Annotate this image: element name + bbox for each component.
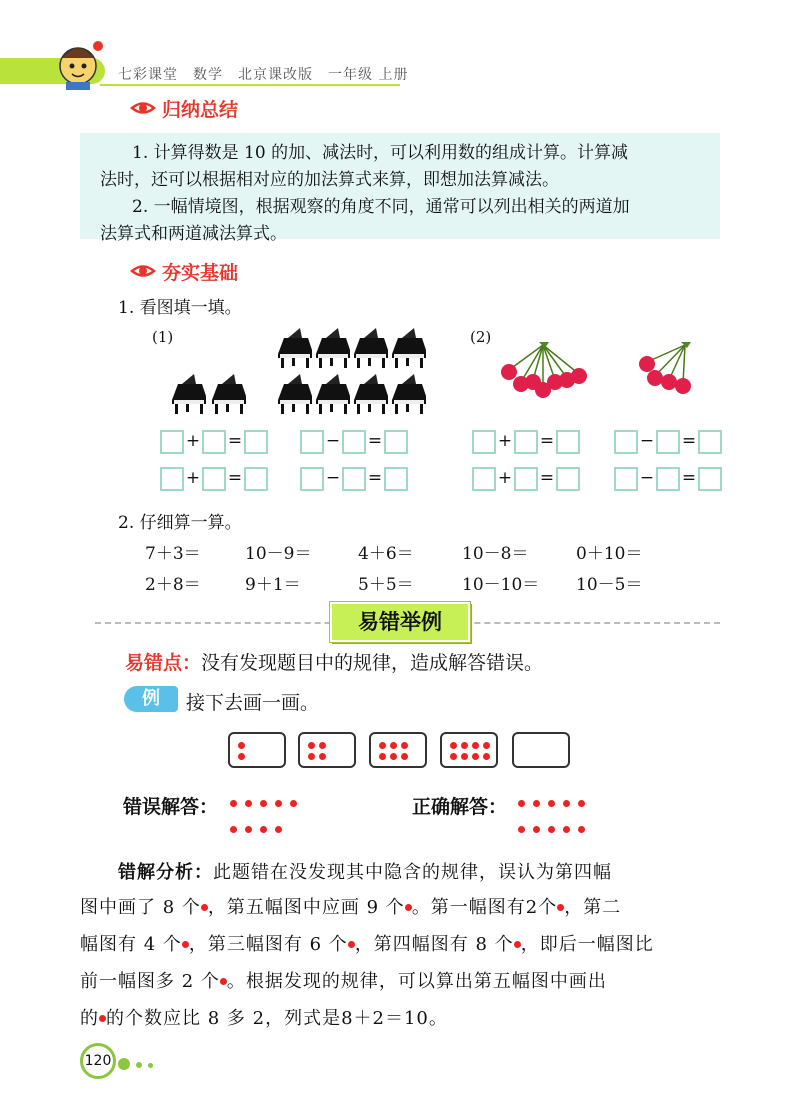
page-number: 120 [80, 1043, 116, 1079]
calc-item: 7＋3＝ [145, 544, 201, 564]
answer-box[interactable] [244, 467, 268, 491]
red-dot-icon [245, 800, 252, 807]
summary-p2-line2: 法算式和两道减法算式。 [100, 224, 287, 244]
pianos-illustration [170, 322, 440, 422]
red-dot-icon [319, 753, 326, 760]
red-dot-icon [483, 753, 490, 760]
header-book-info: 七彩课堂 数学 北京课改版 一年级 上册 [118, 67, 409, 83]
red-dot-icon [518, 826, 525, 833]
red-dot-icon [548, 800, 555, 807]
equals-sign: = [367, 431, 383, 451]
red-dot-icon [533, 800, 540, 807]
red-dot-icon [379, 742, 386, 749]
red-dot-icon [450, 753, 457, 760]
red-dot-icon [514, 941, 521, 948]
piano-icon [354, 374, 388, 414]
red-dot-icon [319, 742, 326, 749]
red-dot-icon [201, 904, 208, 911]
red-dot-icon [401, 753, 408, 760]
piano-icon [392, 374, 426, 414]
dot-box [440, 732, 498, 768]
question-1-part-1: (1) [152, 328, 174, 346]
analysis-label: 错解分析： [118, 862, 213, 883]
piano-icon [278, 328, 312, 368]
red-dot-icon [260, 800, 267, 807]
red-dot-icon [533, 826, 540, 833]
red-dot-icon [348, 941, 355, 948]
answer-box[interactable] [384, 467, 408, 491]
red-dot-icon [260, 826, 267, 833]
summary-box [80, 133, 720, 244]
piano-icon [316, 328, 350, 368]
equals-sign: = [681, 468, 697, 488]
answer-box[interactable] [514, 430, 538, 454]
cherries-illustration [495, 340, 715, 410]
answer-box[interactable] [698, 467, 722, 491]
red-dot-icon [308, 742, 315, 749]
red-dot-icon [182, 941, 189, 948]
answer-box[interactable] [300, 430, 324, 454]
answer-box[interactable] [342, 467, 366, 491]
red-dot-icon [548, 826, 555, 833]
piano-icon [212, 374, 246, 414]
footer-dot-icon [148, 1063, 153, 1068]
empty-drawing-box[interactable] [512, 732, 570, 768]
answer-box[interactable] [698, 430, 722, 454]
footer-dot-icon [136, 1062, 142, 1068]
example-text: 接下去画一画。 [186, 692, 320, 714]
red-dot-icon [563, 800, 570, 807]
minus-sign: − [325, 468, 341, 488]
minus-sign: − [639, 468, 655, 488]
answer-box[interactable] [472, 430, 496, 454]
answer-box[interactable] [244, 430, 268, 454]
error-point [125, 648, 543, 675]
equals-sign: = [681, 431, 697, 451]
analysis-text: 的 [80, 1008, 99, 1029]
red-dot-icon [275, 800, 282, 807]
analysis-text: 。第一幅图有2个 [411, 897, 558, 918]
summary-p1-line2: 法时，还可以根据相对应的加法算式来算，即想加法算减法。 [100, 170, 559, 190]
red-dot-icon [472, 753, 479, 760]
minus-sign: − [639, 431, 655, 451]
answer-box[interactable] [300, 467, 324, 491]
calc-item: 10－10＝ [462, 575, 540, 595]
analysis-text: 幅图有 4 个 [80, 934, 182, 955]
footer-dot-icon [118, 1058, 130, 1070]
dot-box [228, 732, 286, 768]
calc-item: 4＋6＝ [358, 544, 414, 564]
answer-box[interactable] [614, 467, 638, 491]
plus-sign: + [497, 431, 513, 451]
analysis-text: 前一幅图多 2 个 [80, 971, 220, 992]
question-2: 2. 仔细算一算。 [118, 513, 242, 533]
answer-box[interactable] [656, 430, 680, 454]
answer-box[interactable] [342, 430, 366, 454]
question-1: 1. 看图填一填。 [118, 298, 242, 318]
answer-box[interactable] [202, 430, 226, 454]
red-dot-icon [483, 742, 490, 749]
answer-box[interactable] [384, 430, 408, 454]
error-point-text: 没有发现题目中的规律，造成解答错误。 [201, 652, 544, 674]
example-badge-label: 例 [142, 688, 160, 709]
analysis-line-3 [80, 930, 654, 956]
red-dot-icon [99, 1015, 106, 1022]
eye-icon [130, 99, 156, 117]
answer-box[interactable] [472, 467, 496, 491]
red-dot-icon [578, 826, 585, 833]
red-dot-icon [230, 826, 237, 833]
analysis-text: ，第二 [564, 897, 622, 918]
analysis-text: ，即后一幅图比 [520, 934, 654, 955]
plus-sign: + [497, 468, 513, 488]
calc-item: 9＋1＝ [245, 575, 301, 595]
calc-item: 2＋8＝ [145, 575, 201, 595]
red-dot-icon [379, 753, 386, 760]
calc-item: 5＋5＝ [358, 575, 414, 595]
plus-sign: + [185, 431, 201, 451]
equals-sign: = [539, 431, 555, 451]
red-dot-icon [472, 742, 479, 749]
calc-item: 0＋10＝ [576, 544, 643, 564]
summary-p2-line1: 2. 一幅情境图，根据观察的角度不同，通常可以列出相关的两道加 [132, 197, 630, 217]
piano-icon [354, 328, 388, 368]
analysis-line-2 [80, 893, 621, 919]
analysis-line-5 [80, 1004, 448, 1030]
minus-sign: − [325, 431, 341, 451]
red-dot-icon [220, 978, 227, 985]
summary-p1-line1: 1. 计算得数是 10 的加、减法时，可以利用数的组成计算。计算减 [132, 143, 629, 163]
red-dot-icon [563, 826, 570, 833]
analysis-line-1 [80, 858, 612, 884]
answer-box[interactable] [160, 467, 184, 491]
answer-box[interactable] [656, 467, 680, 491]
analysis-text: 图中画了 8 个 [80, 897, 201, 918]
red-dot-icon [275, 826, 282, 833]
dot-box [369, 732, 427, 768]
answer-box[interactable] [202, 467, 226, 491]
answer-box[interactable] [556, 467, 580, 491]
equals-sign: = [227, 468, 243, 488]
analysis-text: 此题错在没发现其中隐含的规律，误认为第四幅 [213, 862, 612, 883]
red-dot-icon [308, 753, 315, 760]
analysis-text: ，第三幅图有 6 个 [188, 934, 348, 955]
answer-box[interactable] [160, 430, 184, 454]
piano-icon [172, 374, 206, 414]
question-1-part-2: (2) [470, 328, 492, 346]
right-answer-label: 正确解答： [412, 796, 508, 818]
eye-icon [130, 262, 156, 280]
red-dot-icon [290, 800, 297, 807]
analysis-text: ，第五幅图中应画 9 个 [207, 897, 405, 918]
red-dot-icon [390, 753, 397, 760]
plus-sign: + [185, 468, 201, 488]
summary-title: 归纳总结 [162, 99, 239, 121]
equals-sign: = [367, 468, 383, 488]
piano-icon [278, 374, 312, 414]
red-dot-icon [518, 800, 525, 807]
analysis-line-4 [80, 967, 607, 993]
calc-item: 10－9＝ [245, 544, 312, 564]
red-dot-icon [390, 742, 397, 749]
basics-title: 夯实基础 [162, 262, 239, 284]
red-dot-icon [461, 742, 468, 749]
red-dot-icon [578, 800, 585, 807]
piano-icon [392, 328, 426, 368]
error-point-label: 易错点： [125, 652, 202, 674]
red-dot-icon [230, 800, 237, 807]
dot-box [298, 732, 356, 768]
piano-icon [316, 374, 350, 414]
calc-item: 10－5＝ [576, 575, 643, 595]
red-dot-icon [245, 826, 252, 833]
red-dot-icon [405, 904, 412, 911]
example-badge [124, 686, 178, 712]
analysis-text: 。根据发现的规律，可以算出第五幅图中画出 [226, 971, 607, 992]
equals-sign: = [539, 468, 555, 488]
analysis-text: 的个数应比 8 多 2，列式是8＋2＝10。 [106, 1008, 448, 1029]
calc-item: 10－8＝ [462, 544, 529, 564]
red-dot-icon [450, 742, 457, 749]
red-dot-icon [238, 753, 245, 760]
answer-box[interactable] [514, 467, 538, 491]
answer-box[interactable] [614, 430, 638, 454]
answer-box[interactable] [556, 430, 580, 454]
red-dot-icon [461, 753, 468, 760]
equals-sign: = [227, 431, 243, 451]
mascot-icon [48, 36, 110, 90]
red-dot-icon [401, 742, 408, 749]
error-banner: 易错举例 [330, 602, 470, 642]
header-line [100, 84, 400, 86]
wrong-answer-label: 错误解答： [123, 796, 219, 818]
analysis-text: ，第四幅图有 8 个 [354, 934, 514, 955]
red-dot-icon [238, 742, 245, 749]
